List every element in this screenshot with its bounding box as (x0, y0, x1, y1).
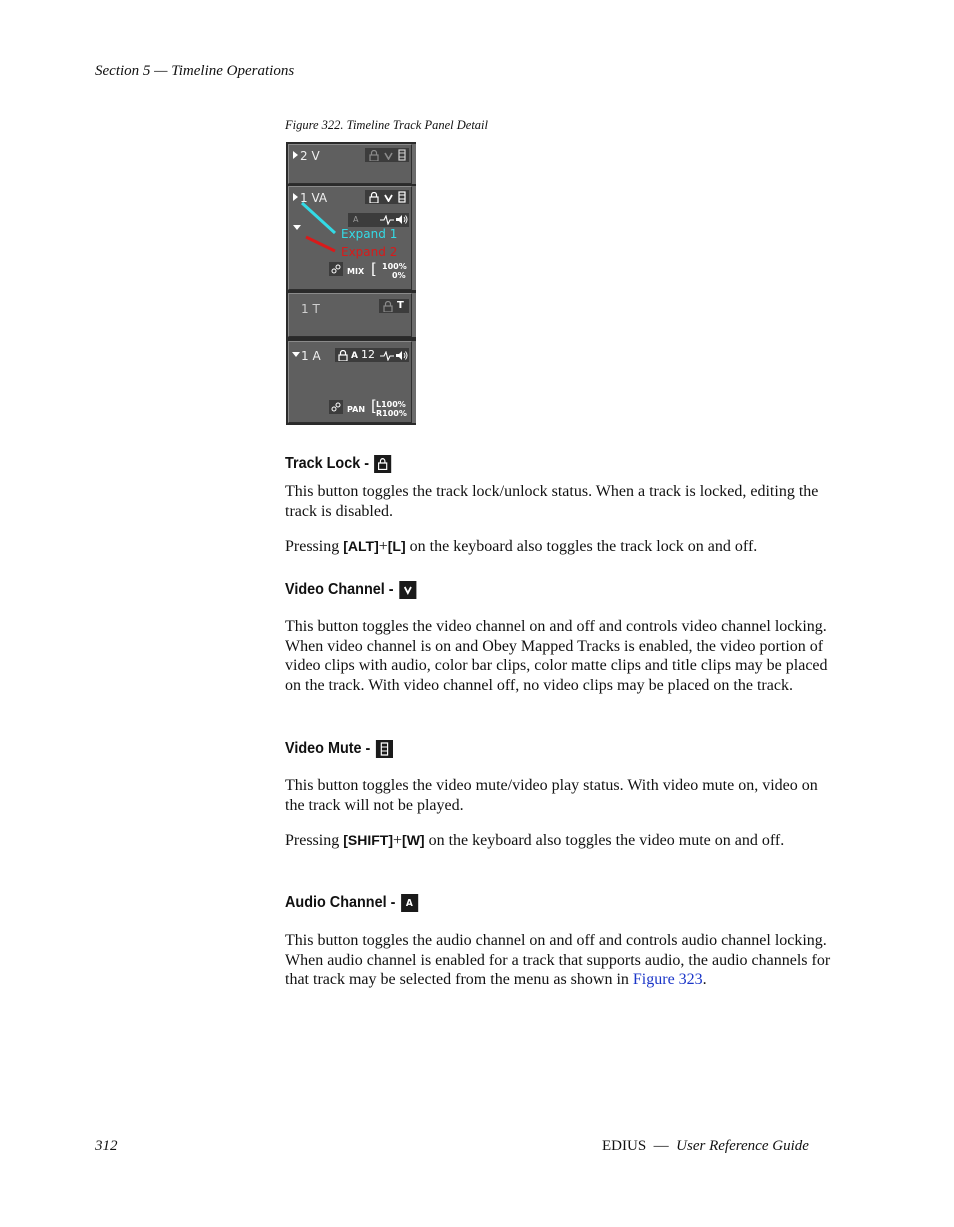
title-track-icon[interactable]: T (397, 300, 404, 311)
video-channel-title: Video Channel - (285, 581, 394, 598)
expand-arrow-icon[interactable] (292, 352, 300, 357)
video-mute-shortcut (285, 831, 833, 851)
video-mute-description: This button toggles the video mute/video play status. With video mute on, video on the track will not be played. (285, 777, 818, 814)
mix-label[interactable]: MIX (347, 267, 365, 276)
scroll-strip (412, 293, 416, 337)
video-mute-icon[interactable] (398, 149, 406, 161)
plus-sign: + (393, 832, 403, 849)
lock-icon (374, 455, 391, 473)
track-lock-description: This button toggles the track lock/unlock status. When a track is locked, editing the track is disabled. (285, 483, 819, 520)
audio-channel-description (285, 931, 833, 990)
pan-label[interactable]: PAN (347, 405, 366, 414)
shortcut-prefix: Pressing (285, 538, 344, 555)
link-icon (331, 402, 341, 412)
scroll-strip (412, 144, 416, 184)
video-mute-heading (285, 740, 393, 758)
track-1t[interactable] (288, 293, 412, 337)
audio-channel-icon[interactable]: A (351, 351, 358, 361)
link-button[interactable] (329, 262, 343, 276)
video-channel-heading (285, 581, 416, 599)
mix-percent-top: 100% (382, 262, 407, 271)
w-key: [W] (402, 832, 425, 848)
shortcut-prefix: Pressing (285, 832, 344, 849)
collapse-arrow-icon[interactable] (293, 151, 298, 159)
track-lock-title: Track Lock - (285, 455, 370, 472)
track-2v[interactable] (288, 144, 412, 184)
shortcut-suffix: on the keyboard also toggles the track lock on and off. (405, 538, 758, 555)
video-channel-icon[interactable] (384, 152, 393, 160)
track-name-2v: 2 V (300, 149, 320, 163)
expand-1-label: Expand 1 (341, 227, 398, 241)
video-mute-title: Video Mute - (285, 740, 371, 757)
track-lock-shortcut (285, 537, 833, 557)
audio-channel-text-end: . (702, 971, 707, 989)
track-lock-icon[interactable] (338, 350, 348, 361)
product-name: EDIUS (602, 1138, 647, 1154)
footer-dash: — (646, 1138, 677, 1154)
track-lock-icon[interactable] (383, 301, 393, 312)
audio-channel-title: Audio Channel - (285, 894, 396, 911)
track-1va[interactable] (288, 186, 412, 290)
mix-percent-bottom: 0% (392, 271, 406, 280)
link-icon (331, 264, 341, 274)
track-name-1va: 1 VA (300, 191, 328, 205)
figure-caption: Figure 322. Timeline Track Panel Detail (285, 118, 488, 132)
speaker-icon[interactable] (396, 350, 408, 361)
audio-channel-heading (285, 894, 418, 912)
track-lock-heading (285, 455, 392, 473)
audio-channel-icon: A (401, 894, 418, 912)
track-1a[interactable] (288, 341, 412, 423)
link-button[interactable] (329, 400, 343, 414)
track-name-1t: 1 T (301, 302, 320, 316)
shift-key: [SHIFT] (343, 832, 393, 848)
film-strip-icon (376, 740, 393, 758)
expand-2-label: Expand 2 (341, 245, 398, 259)
section-header: Section 5 — Timeline Operations (95, 63, 295, 79)
scroll-strip (412, 341, 416, 423)
track-panel-figure (286, 142, 416, 425)
figure-323-link[interactable]: Figure 323 (632, 971, 703, 989)
guide-name: User Reference Guide (676, 1138, 809, 1154)
shortcut-suffix: on the keyboard also toggles the video mute on and off. (424, 832, 785, 849)
alt-key: [ALT] (343, 538, 379, 554)
page-number: 312 (95, 1138, 118, 1154)
pan-right-value: R100% (376, 409, 407, 418)
video-channel-icon (399, 581, 416, 599)
audio-channel-number[interactable]: 12 (361, 348, 375, 361)
audio-channel-icon[interactable]: A (353, 215, 359, 224)
plus-sign: + (378, 538, 388, 555)
video-channel-description: This button toggles the video channel on and off and controls video channel locking. When video channel is on and Obey Mapped Tracks is enabled, the video portion of video clips with audio, color bar clips, color matte clips and title clips may be placed on the track. With video channel off, no video clips may be placed on the track. (285, 618, 828, 694)
scroll-strip (412, 186, 416, 290)
track-lock-icon[interactable] (369, 150, 379, 161)
track-name-1a: 1 A (301, 349, 321, 363)
pan-left-value: L100% (376, 400, 406, 409)
audio-channel-text: This button toggles the audio channel on and off and controls audio channel locking. When audio channel is enabled for a track that supports audio, the audio channels for that track may be selected from the menu as shown in (285, 932, 831, 989)
bracket-icon: [ (371, 260, 377, 278)
waveform-icon[interactable] (380, 351, 394, 361)
footer-title (602, 1138, 809, 1155)
bracket-icon: [ (371, 397, 377, 415)
l-key: [L] (387, 538, 406, 554)
